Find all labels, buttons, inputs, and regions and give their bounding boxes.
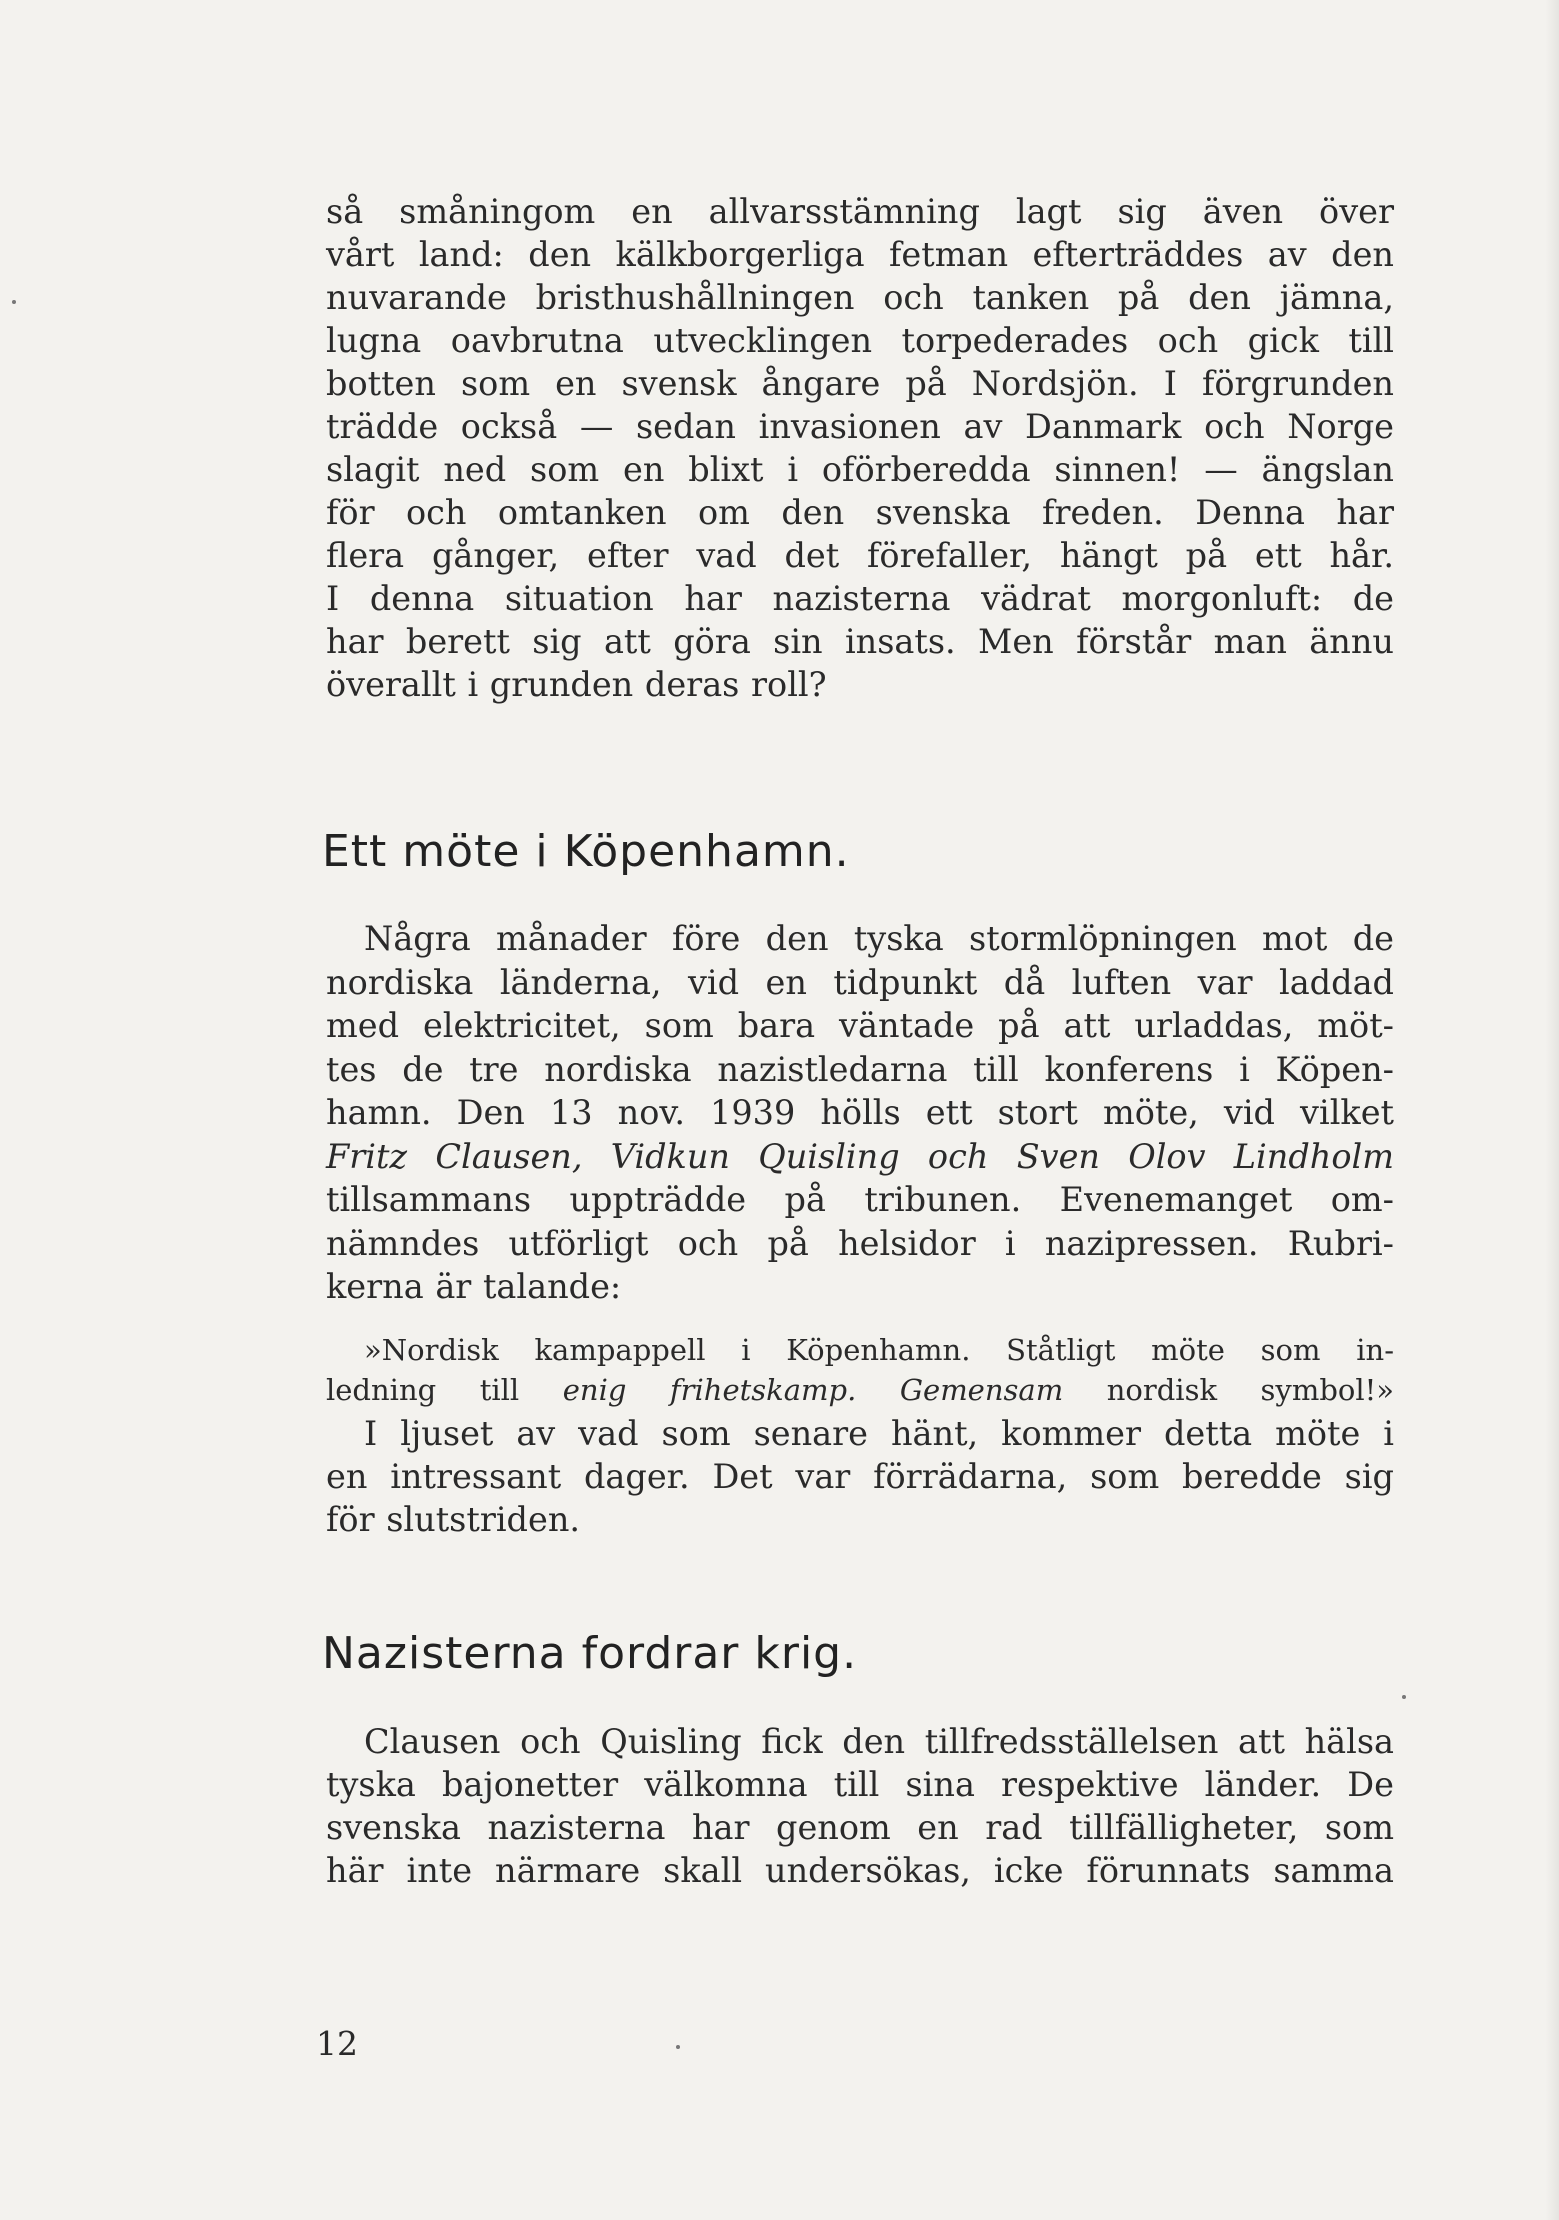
text-line: så småningom en allvarsstämning lagt sig även över [326, 192, 1394, 231]
paragraph-aftermath [326, 1412, 1394, 1541]
paper-speck [1402, 1695, 1406, 1699]
text-line-italic-names: Fritz Clausen, Vidkun Quisling och Sven Olov Lindholm [326, 1136, 1394, 1176]
text-line: trädde också — sedan invasionen av Danmark och Norge [326, 407, 1394, 446]
quote-line [326, 1370, 1394, 1410]
text-line: I ljuset av vad som senare hänt, kommer detta möte i [364, 1414, 1394, 1453]
section-heading-nazis-demand-war: Nazisterna fordrar krig. [322, 1628, 858, 1679]
paragraph-intro [326, 190, 1394, 706]
text-line: vårt land: den kälkborgerliga fetman efterträddes av den [326, 235, 1394, 274]
text-line: botten som en svensk ångare på Nordsjön. I förgrunden [326, 364, 1394, 403]
quote-text: nordisk symbol!» [1106, 1373, 1395, 1407]
page-number: 12 [316, 2024, 358, 2063]
paper-speck [12, 300, 16, 304]
text-line: har berett sig att göra sin insats. Men förstår man ännu [326, 622, 1394, 661]
paper-speck [676, 2045, 680, 2049]
text-line: nämndes utförligt och på helsidor i nazipressen. Rubri- [326, 1223, 1394, 1263]
section-heading-copenhagen-meeting: Ett möte i Köpenhamn. [322, 826, 850, 877]
text-line: här inte närmare skall undersökas, icke förunnats samma [326, 1851, 1394, 1890]
text-line: med elektricitet, som bara väntade på att urladdas, möt- [326, 1006, 1394, 1045]
paragraph-clausen-quisling [326, 1720, 1394, 1892]
quote-italic-text: Gemensam [899, 1373, 1064, 1407]
quote-text: ledning till [326, 1373, 520, 1407]
text-line: överallt i grunden deras roll? [326, 665, 827, 704]
text-line: en intressant dager. Det var förrädarna, som beredde sig [326, 1457, 1394, 1496]
text-line: kerna är talande: [326, 1267, 622, 1306]
quote-italic-text: enig frihetskamp. [562, 1373, 857, 1407]
text-line: Clausen och Quisling fick den tillfredsställelsen att hälsa [364, 1722, 1394, 1761]
text-line: tes de tre nordiska nazistledarna till konferens i Köpen- [326, 1049, 1394, 1089]
quote-line: »Nordisk kampappell i Köpenhamn. Ståtligt möte som in- [364, 1333, 1394, 1367]
text-line: nordiska länderna, vid en tidpunkt då luften var laddad [326, 962, 1394, 1002]
text-line: svenska nazisterna har genom en rad tillfälligheter, som [326, 1808, 1394, 1847]
text-line: slagit ned som en blixt i oförberedda sinnen! — ängslan [326, 450, 1394, 489]
text-line: flera gånger, efter vad det förefaller, hängt på ett hår. [326, 536, 1394, 575]
paragraph-copenhagen [326, 917, 1394, 1309]
text-line: tillsammans uppträdde på tribunen. Evenemanget om- [326, 1180, 1394, 1219]
text-line: tyska bajonetter välkomna till sina respektive länder. De [326, 1765, 1394, 1804]
text-line: hamn. Den 13 nov. 1939 hölls ett stort möte, vid vilket [326, 1093, 1394, 1132]
text-line: Några månader före den tyska stormlöpningen mot de [364, 919, 1394, 958]
text-line: för och omtanken om den svenska freden. Denna har [326, 493, 1394, 532]
text-line: för slutstriden. [326, 1500, 581, 1539]
text-line: lugna oavbrutna utvecklingen torpederades och gick till [326, 321, 1394, 360]
text-line: I denna situation har nazisterna vädrat morgonluft: de [326, 579, 1394, 618]
text-line: nuvarande bristhushållningen och tanken på den jämna, [326, 278, 1394, 317]
headline-quote [326, 1330, 1394, 1410]
